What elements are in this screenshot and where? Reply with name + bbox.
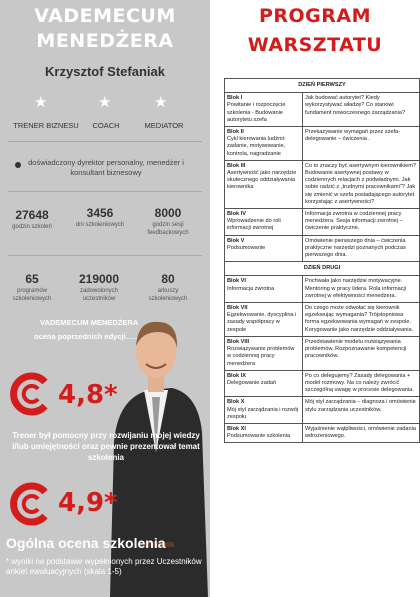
agenda-block-topic: Powitanie i rozpoczęcie szkolenia - Budowanie autorytetu szefa xyxy=(227,102,286,123)
role-coach: COACH xyxy=(92,121,120,130)
agenda-block-cell xyxy=(225,303,303,337)
agenda-block-content: Wyjaśnienie wątpliwości, omówienie zadania wdrożeniowego. xyxy=(303,423,420,442)
rating-score-2: 4,9* xyxy=(58,488,118,518)
agenda-block-cell xyxy=(225,336,303,370)
agenda-block-number: Blok X xyxy=(227,399,245,406)
divider xyxy=(8,255,202,256)
stat-label: godzin sesji feedbackowych xyxy=(147,222,189,236)
agenda-block-cell xyxy=(225,127,303,161)
agenda-row xyxy=(225,93,420,127)
stat-label: godzin szkoleń xyxy=(12,224,52,230)
agenda-block-topic: Informacja zwrotna xyxy=(227,285,275,292)
agenda-block-topic: Asertywność jako narzędzie skutecznego oddziaływania kierownika xyxy=(227,170,297,191)
star-icon: ★ xyxy=(34,94,48,111)
agenda-row xyxy=(225,336,420,370)
divider xyxy=(8,191,202,192)
agenda-block-number: Blok II xyxy=(227,129,244,136)
agenda-row xyxy=(225,423,420,442)
agenda-block-content: Mój styl zarządzania – diagnoza i omówienie stylu zarządzania uczestników. xyxy=(303,397,420,424)
agenda-row xyxy=(225,127,420,161)
agenda-table xyxy=(224,78,420,443)
stat-number: 219000 xyxy=(78,272,120,286)
rating-logo-icon xyxy=(8,372,54,416)
agenda-block-number: Blok III xyxy=(227,162,246,169)
stat-item xyxy=(138,272,198,303)
agenda-row xyxy=(225,160,420,208)
stat-label: dni szkoleniowych xyxy=(75,222,125,228)
agenda-block-content: Co to znaczy być asertywnym kierownikiem? Budowanie asertywnej postawy w codziennych relacjach z podwładnymi. Jak sobie radzić z „trudnymi pracownikami"? Jak się zmienić w szefa posiadającego autorytet korzystając z asertywności? xyxy=(303,160,420,208)
stat-number: 80 xyxy=(161,272,175,286)
agenda-row xyxy=(225,276,420,303)
agenda-block-topic: Mój styl zarządzania i rozwój zespołu xyxy=(227,406,299,420)
agenda-block-topic: Delegowanie zadań xyxy=(227,379,277,386)
agenda-block-cell xyxy=(225,423,303,442)
agenda-day-label: DZIEŃ PIERWSZY xyxy=(225,79,420,93)
agenda-row xyxy=(225,370,420,397)
agenda-block-cell xyxy=(225,235,303,262)
agenda-block-topic: Wprowadzenie do roli informacji zwrotnej xyxy=(227,218,281,232)
agenda-block-number: Blok VIII xyxy=(227,338,250,345)
stat-number: 8000 xyxy=(154,206,182,220)
stat-label: programów szkoleniowych xyxy=(12,288,52,302)
title-line-1: VADEMECUM xyxy=(34,5,176,27)
agenda-row xyxy=(225,303,420,337)
stat-item xyxy=(2,272,62,303)
stat-item xyxy=(138,206,198,237)
rating-score-1: 4,8* xyxy=(58,380,118,410)
agenda-block-cell xyxy=(225,209,303,236)
agenda-block-cell xyxy=(225,93,303,127)
overall-rating-label: Ogólna ocena szkolenia xyxy=(6,535,166,551)
program-panel xyxy=(210,0,420,597)
agenda-block-content: Pochwała jako narzędzie motywacyjne. Mentoring w pracy lidera. Rola informacji zwrotnej w efektywności menedżera. xyxy=(303,276,420,303)
star-icon: ★ xyxy=(154,94,168,111)
agenda-block-number: Blok VII xyxy=(227,305,248,312)
agenda-block-topic: Podsumowanie xyxy=(227,244,266,251)
agenda-block-topic: Cykl kierowania ludźmi: zadanie, motywowanie, kontrola, nagradzanie xyxy=(227,136,286,157)
agenda-block-content: Informacja zwrotna w codziennej pracy menedżera. Sesja informacji zwrotnej – ćwiczenie praktyczne. xyxy=(303,209,420,236)
description-text: doświadczony dyrektor personalny, menedżer i konsultant biznesowy xyxy=(28,158,184,177)
divider xyxy=(8,141,202,142)
agenda-block-content: Do czego może odwołać się kierownik egzekwując wymagania? Trójstopniowa forma egzekwowania wymagań w zespole. Korygowanie jako narzędzie oddziaływania. xyxy=(303,303,420,337)
stat-number: 65 xyxy=(25,272,39,286)
star-icon: ★ xyxy=(98,94,112,111)
agenda-block-content: Po co delegujemy? Zasady delegowania + model rozmowy. Na co należy zwrócić szczególną uwagę w procesie delegowania. xyxy=(303,370,420,397)
agenda-day-label: DZIEŃ DRUGI xyxy=(225,262,420,276)
agenda-block-cell xyxy=(225,397,303,424)
agenda-block-cell xyxy=(225,276,303,303)
role-trainer: TRENER BIZNESU xyxy=(13,121,79,130)
role-mediator: MEDIATOR xyxy=(144,121,184,130)
title-line-2: MENEDŻERA xyxy=(36,30,174,52)
agenda-block-number: Blok IV xyxy=(227,211,246,218)
program-title-line-1: PROGRAM xyxy=(258,5,372,27)
footnote: * wyniki na podstawie wypełnionych przez Uczestników ankiet ewaluacyjnych (skala 1-5) xyxy=(6,557,202,576)
stat-number: 3456 xyxy=(86,206,114,220)
agenda-block-content: Przedstawienie modelu rozwiązywania problemów. Rozpoznawanie kompetencji pracowników. xyxy=(303,336,420,370)
ratings-subheading: ocena poprzednich edycji….. xyxy=(34,332,138,341)
agenda-row xyxy=(225,235,420,262)
agenda-block-topic: Egzekwowanie, dyscyplina i zasady współpracy w zespole xyxy=(227,312,297,333)
program-title-line-2: WARSZTATU xyxy=(247,34,383,56)
stat-item xyxy=(64,272,134,303)
agenda-block-number: Blok IX xyxy=(227,372,246,379)
agenda-block-content: Jak budować autorytet? Kiedy wykorzystywać władzę? Co stanowi fundament nowoczesnego zarządzania? xyxy=(303,93,420,127)
agenda-block-number: Blok VI xyxy=(227,278,246,285)
agenda-block-content: Przekazywanie wymagań przez szefa-delegowanie – ćwiczenia . xyxy=(303,127,420,161)
agenda-block-cell xyxy=(225,160,303,208)
agenda-block-content: Omówienie pierwszego dnia – ćwiczenia praktyczne narzędzi poznanych podczas pierwszego dnia. xyxy=(303,235,420,262)
agenda-day-row xyxy=(225,79,420,93)
stat-item xyxy=(2,208,62,232)
agenda-block-topic: Rozwiązywanie problemów w codziennej pracy menedżera xyxy=(227,346,295,367)
bullet-icon xyxy=(15,162,21,168)
rating-quote: Trener był pomocny przy rozwijaniu mojej wiedzy i/lub umiejętności oraz pewnie prezentował temat szkolenia xyxy=(12,431,200,462)
agenda-day-row xyxy=(225,262,420,276)
stat-label: arkuszy szkoleniowych xyxy=(148,288,188,302)
rating-logo-icon xyxy=(8,482,54,526)
stat-item xyxy=(70,206,130,230)
trainer-description xyxy=(12,158,200,178)
ratings-heading: VADEMECUM MENEDŻERA xyxy=(40,318,139,327)
agenda-row xyxy=(225,209,420,236)
agenda-block-number: Blok XI xyxy=(227,425,246,432)
stat-label: zadowolonych uczestników xyxy=(79,288,119,302)
agenda-block-cell xyxy=(225,370,303,397)
agenda-block-number: Blok V xyxy=(227,237,245,244)
stat-number: 27648 xyxy=(15,208,49,222)
agenda-block-topic: Podsumowanie szkolenia xyxy=(227,433,291,440)
author-name: Krzysztof Stefaniak xyxy=(45,64,165,79)
agenda-block-number: Blok I xyxy=(227,95,243,102)
agenda-row xyxy=(225,397,420,424)
